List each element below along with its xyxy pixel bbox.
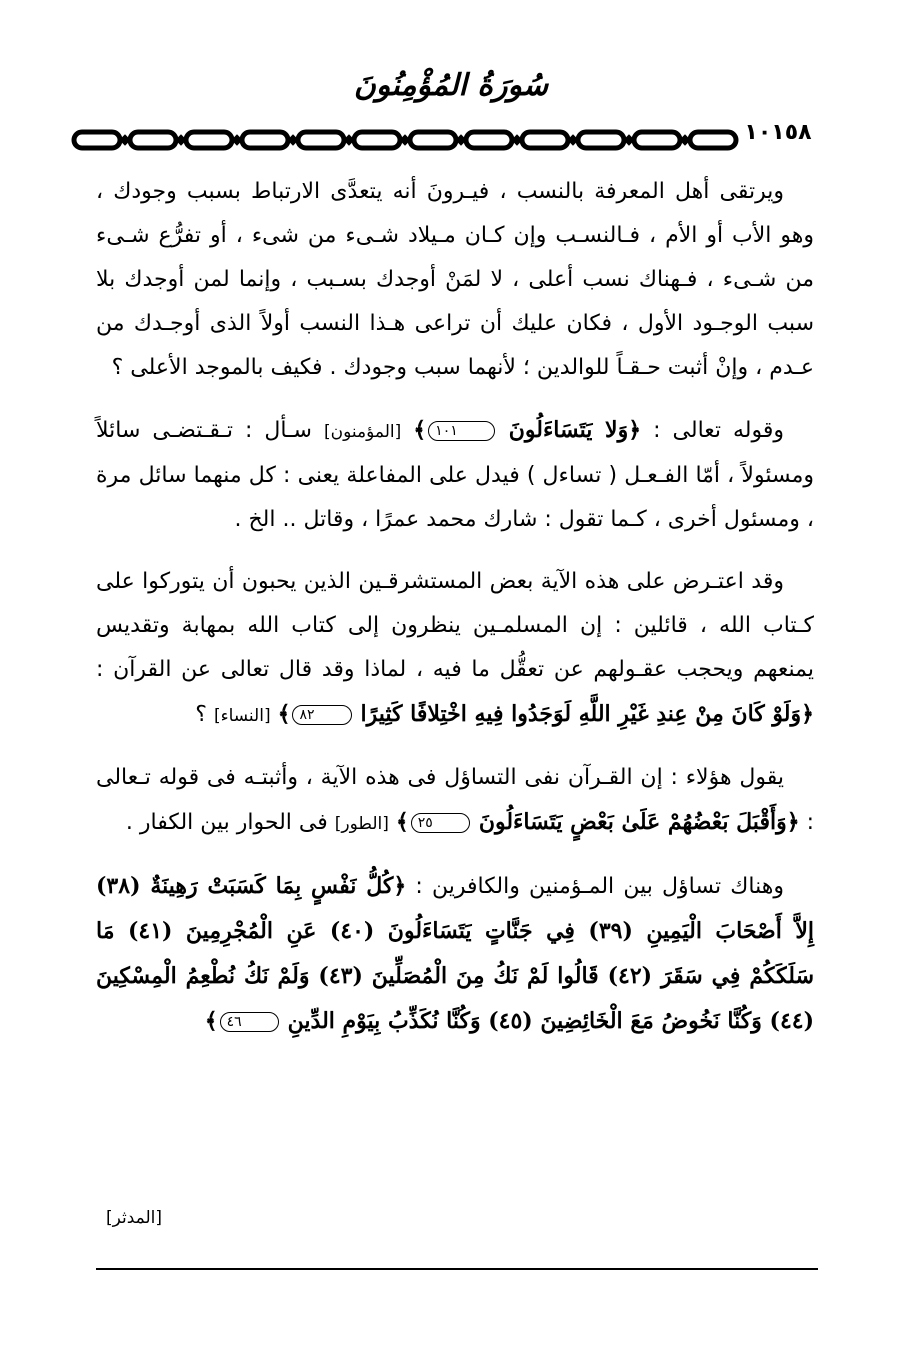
ornament-link (354, 132, 400, 148)
quran-close: ﴾ (277, 701, 291, 727)
ornament-link (242, 132, 288, 148)
ornament-link (466, 132, 512, 148)
bottom-rule (96, 1268, 818, 1270)
quran-close: ﴾ (395, 809, 409, 835)
surah-reference: [النساء] (213, 706, 271, 726)
ayah-number: ٨٢ (292, 705, 351, 725)
ornament-link (186, 132, 232, 148)
surah-reference: [المؤمنون] (324, 422, 402, 442)
ayah-number: ٤٦ (220, 1012, 279, 1032)
paragraph-text: فى الحوار بين الكفار . (125, 810, 335, 835)
paragraph-text: ؟ (195, 702, 214, 727)
ornament-link (410, 132, 456, 148)
ayah-number: ١٠١ (428, 421, 495, 441)
paragraph-text: سـأل : تـقـتضـى سائلاً ومسئولاً ، أمّا الفـعـل ( تساءل ) فيدل على المفاعلة يعنى : كل منهما سائل مرة ، ومسئول أخرى ، كـما تقول : شارك محمد عمرًا ، وقاتل .. الخ . (96, 418, 814, 532)
quran-verse: ﴿كُلُّ نَفْسٍ بِمَا كَسَبَتْ رَهِينَةٌ (٣٨) إِلاَّ أَصْحَابَ الْيَمِينِ (٣٩) فِي جَنَّاتٍ يَتَسَاءَلُونَ (٤٠) عَنِ الْمُجْرِمِينَ (٤١) مَا سَلَكَكُمْ فِي سَقَرَ (٤٢) قَالُوا لَمْ نَكُ مِنَ الْمُصَلِّينَ (٤٣) وَلَمْ نَكُ نُطْعِمُ الْمِسْكِينَ (٤٤) وَكُنَّا نَخُوضُ مَعَ الْخَائِضِينَ (٤٥) وَكُنَّا نُكَذِّبُ بِيَوْمِ الدِّينِ (96, 873, 815, 1034)
ornament-chain (68, 125, 760, 155)
paragraph-4 (96, 756, 814, 846)
ornament-link (522, 132, 568, 148)
surah-reference: [الطور] (334, 814, 389, 834)
quran-verse: ﴿وَلَوْ كَانَ مِنْ عِندِ غَيْرِ اللَّهِ لَوَجَدُوا فِيهِ اخْتِلافًا كَثِيرًا (360, 701, 814, 727)
ornament-link (74, 132, 120, 148)
quran-close: ﴾ (204, 1008, 218, 1034)
paragraph-2 (96, 408, 814, 542)
quran-close: ﴾ (413, 417, 427, 443)
ornament-link (634, 132, 680, 148)
body-text (96, 170, 814, 1062)
surah-title: سُورَةُ المُؤْمِنُونَ (353, 68, 549, 103)
paragraph-text: ويرتقى أهل المعرفة بالنسب ، فيـرونَ أنه يتعدَّى الارتباط بسبب وجودك ، وهو الأب أو الأم ، فـالنسـب وإن كـان مـيلاد شـىء من شىء ، أو تفرُّع شـىء من شـىء ، فـهناك نسب أعلى ، لا لمَنْ أوجدك بسـبب ، وإنما لمن أوجدك بلا سبب الوجـود الأول ، فكان عليك أن تراعى هـذا النسب أولاً الذى أوجـدك من عـدم ، وإنْ أثبت حـقـاً للوالدين ؛ لأنهما سبب وجودك . فكيف بالموجد الأعلى ؟ (96, 179, 814, 380)
paragraph-5 (96, 864, 814, 1044)
quran-verse: ﴿وَلا يَتَسَاءَلُونَ (508, 417, 642, 443)
ornament-link (578, 132, 624, 148)
paragraph-text: وقد اعتـرض على هذه الآية بعض المستشرقـين الذين يحبون أن يتوركوا على كـتاب الله ، قائلين : إن المسلمـين ينظرون إلى كتاب الله بمهابة وتقديس يمنعهم ويحجب عقـولهم عن تعقُّل ما فيه ، لماذا وقد قال تعالى عن القرآن : (96, 569, 814, 682)
paragraph-text: وهناك تساؤل بين المـؤمنين والكافرين : (406, 874, 784, 899)
surah-reference: [المدثر] (106, 1208, 163, 1228)
paragraph-text: يقول هؤلاء : إن القـرآن نفى التساؤل فى هذه الآية ، وأثبتـه فى قوله تـعالى : (96, 765, 814, 835)
ornament-link (298, 132, 344, 148)
page-number: ١٠١٥٨ (744, 120, 812, 145)
paragraph-1 (96, 170, 814, 390)
paragraph-text: وقوله تعالى : (641, 418, 785, 443)
paragraph-3 (96, 560, 814, 738)
quran-verse: ﴿وَأَقْبَلَ بَعْضُهُمْ عَلَىٰ بَعْضٍ يَتَسَاءَلُونَ (478, 809, 800, 835)
ornament-link (130, 132, 176, 148)
ayah-number: ٢٥ (411, 813, 470, 833)
